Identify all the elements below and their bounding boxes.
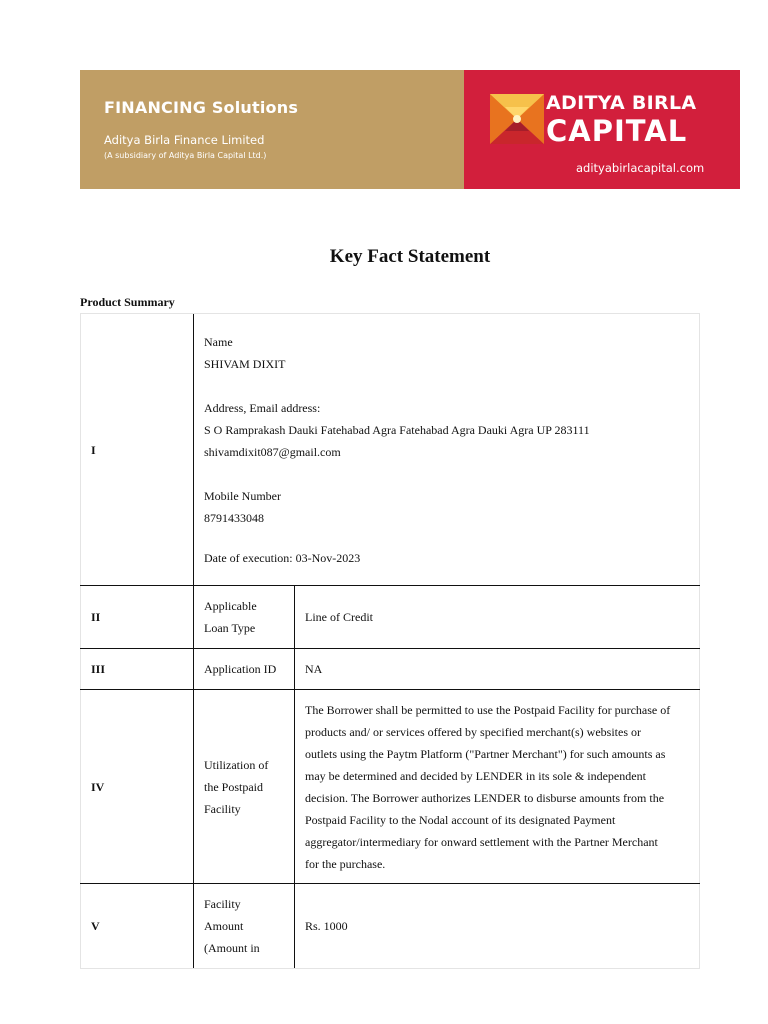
row-number: IV: [81, 690, 194, 884]
row-value: [295, 690, 700, 884]
section-title: Product Summary: [80, 295, 175, 309]
product-summary-table: [80, 313, 700, 969]
paragraph-line: may be determined and decided by LENDER in its sole & independent: [305, 768, 646, 783]
table-row: [81, 884, 700, 969]
row-label-line: Applicable: [204, 599, 257, 613]
row-number: III: [81, 649, 194, 690]
row-label-line: (Amount in: [204, 941, 260, 955]
row-value: NA: [295, 649, 700, 690]
banner-subsidiary-note: (A subsidiary of Aditya Birla Capital Ltd.): [104, 151, 267, 160]
financing-solutions-panel: [80, 70, 464, 189]
row-number: V: [81, 884, 194, 969]
paragraph-line: Postpaid Facility to the Nodal account of its designated Payment: [305, 812, 616, 827]
row-label-line: Facility: [204, 897, 241, 911]
name-label: Name: [204, 334, 233, 349]
execution-date: Date of execution: 03-Nov-2023: [204, 550, 361, 565]
row-label-line: Amount: [204, 919, 244, 933]
brand-name-line2: CAPITAL: [546, 114, 688, 148]
address-value: S O Ramprakash Dauki Fatehabad Agra Fatehabad Agra Dauki Agra UP 283111: [204, 422, 590, 437]
email-value: shivamdixit087@gmail.com: [204, 444, 341, 459]
paragraph-line: decision. The Borrower authorizes LENDER to disburse amounts from the: [305, 790, 665, 805]
mobile-value: 8791433048: [204, 510, 264, 525]
row-value: Line of Credit: [295, 586, 700, 649]
row-label: [194, 884, 295, 969]
row-number: I: [81, 314, 194, 586]
row-label-line: Loan Type: [204, 621, 256, 635]
banner-company-name: Aditya Birla Finance Limited: [104, 133, 265, 147]
row-label: [194, 586, 295, 649]
header-banner: [80, 70, 740, 189]
paragraph-line: for the purchase.: [305, 856, 386, 871]
table-row: [81, 586, 700, 649]
brand-name-line1: ADITYA BIRLA: [546, 92, 697, 114]
aditya-birla-sun-logo-icon: [490, 94, 544, 144]
table-row: [81, 690, 700, 884]
row-label-line: the Postpaid: [204, 779, 263, 794]
banner-title: FINANCING Solutions: [104, 98, 299, 117]
name-value: SHIVAM DIXIT: [204, 356, 286, 371]
paragraph-line: products and/ or services offered by specified merchant(s) websites or: [305, 724, 641, 739]
paragraph-line: outlets using the Paytm Platform ("Partner Merchant") for such amounts as: [305, 746, 666, 761]
paragraph-line: aggregator/intermediary for onward settlement with the Partner Merchant: [305, 834, 658, 849]
table-row: [81, 649, 700, 690]
table-row: [81, 314, 700, 586]
brand-panel: [464, 70, 740, 189]
paragraph-line: The Borrower shall be permitted to use the Postpaid Facility for purchase of: [305, 702, 671, 717]
page-title: Key Fact Statement: [329, 246, 491, 267]
address-label: Address, Email address:: [204, 400, 321, 415]
row-value: Rs. 1000: [295, 884, 700, 969]
row-label-line: Facility: [204, 801, 241, 816]
row-label-line: Utilization of: [204, 757, 269, 772]
borrower-details-cell: [194, 314, 700, 586]
brand-website: adityabirlacapital.com: [576, 161, 705, 175]
row-label: [194, 690, 295, 884]
row-label: Application ID: [194, 649, 295, 690]
row-number: II: [81, 586, 194, 649]
mobile-label: Mobile Number: [204, 488, 281, 503]
